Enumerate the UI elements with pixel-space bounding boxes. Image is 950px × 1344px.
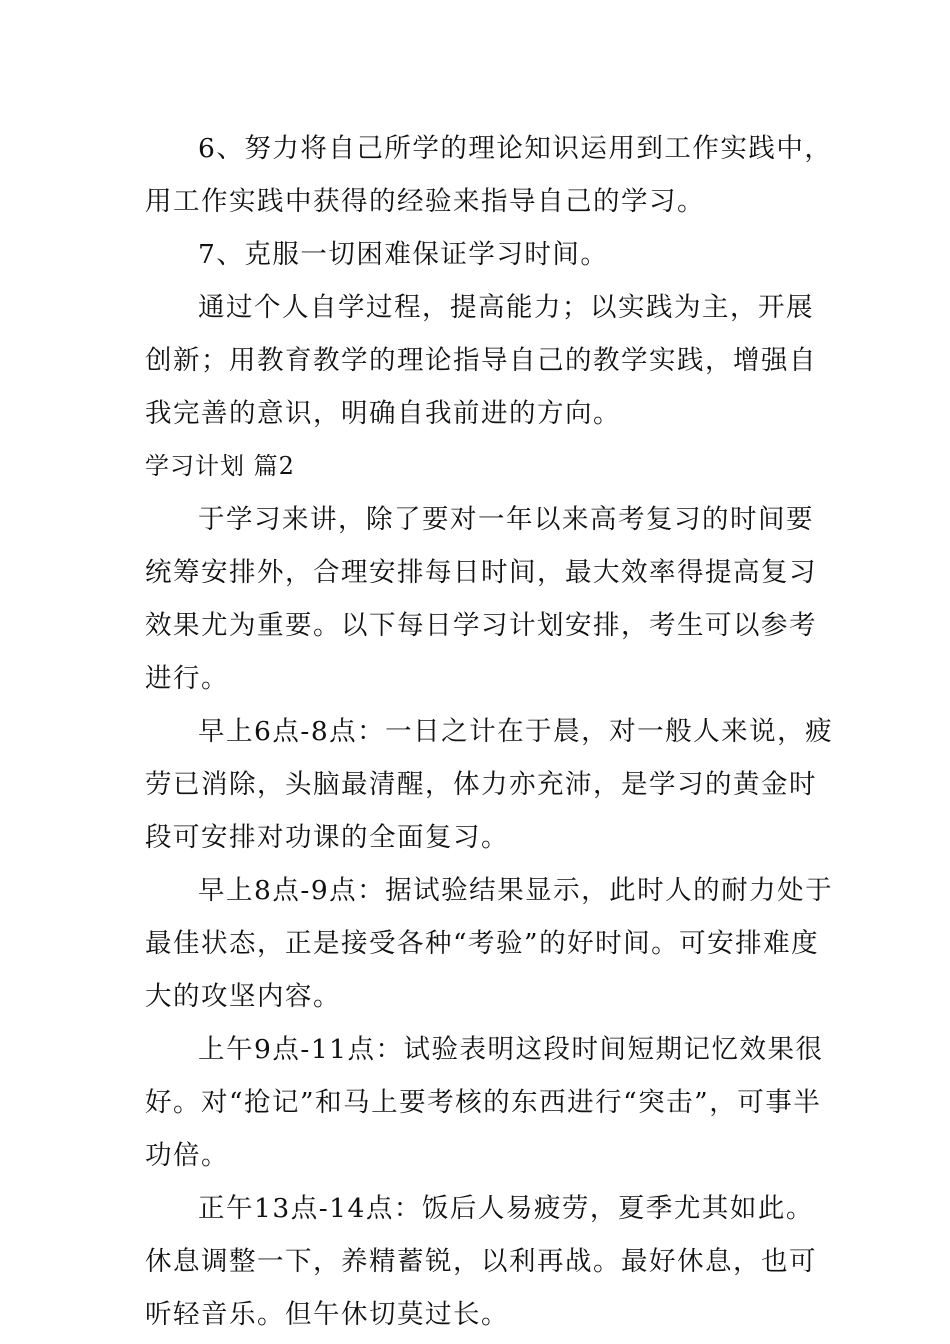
paragraph-intro: 于学习来讲，除了要对一年以来高考复习的时间要统筹安排外，合理安排每日时间，最大效率得提高复习效果尤为重要。以下每日学习计划安排，考生可以参考进行。 [145, 504, 817, 694]
paragraph-8-9am: 早上8点-9点：据试验结果显示，此时人的耐力处于最佳状态，正是接受各种“考验”的好时间。可安排难度大的攻坚内容。 [145, 875, 834, 1012]
paragraph-6-8am: 早上6点-8点：一日之计在于晨，对一般人来说，疲劳已消除，头脑最清醒，体力亦充沛，是学习的黄金时段可安排对功课的全面复习。 [145, 716, 834, 853]
section-heading: 学习计划 篇2 [145, 452, 295, 480]
paragraph-summary: 通过个人自学过程，提高能力；以实践为主，开展创新；用教育教学的理论指导自己的教学实践，增强自我完善的意识，明确自我前进的方向。 [145, 292, 817, 429]
document-body [145, 122, 835, 1341]
paragraph-9-11am: 上午9点-11点：试验表明这段时间短期记忆效果很好。对“抢记”和马上要考核的东西进行“突击”，可事半功倍。 [145, 1034, 824, 1171]
paragraph-item-6: 6、努力将自己所学的理论知识运用到工作实践中，用工作实践中获得的经验来指导自己的学习。 [145, 133, 833, 217]
paragraph-13-14pm: 正午13点-14点：饭后人易疲劳，夏季尤其如此。休息调整一下，养精蓄锐，以利再战。最好休息，也可听轻音乐。但午休切莫过长。 [145, 1193, 817, 1330]
paragraph-item-7: 7、克服一切困难保证学习时间。 [198, 239, 609, 270]
